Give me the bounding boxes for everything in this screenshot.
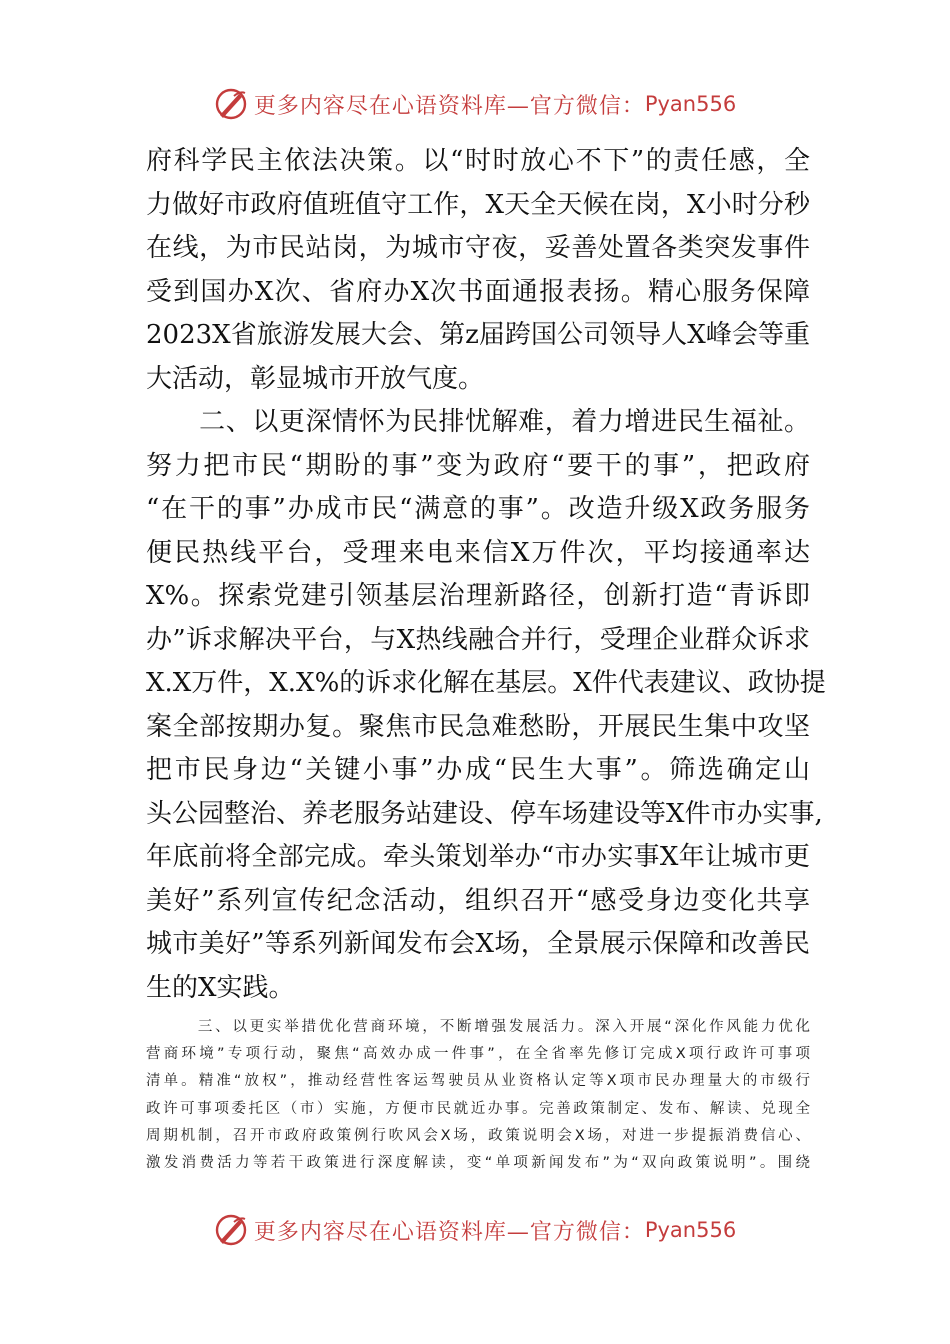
text-line: 政许可事项委托区（市）实施，方便市民就近办事。完善政策制定、发布、解读、兑现全 [146,1100,810,1117]
footer-banner [0,1210,950,1250]
text-line: 生的X实践。 [146,972,295,1003]
paragraph-1 [146,140,810,401]
text-line: X.X万件，X.X%的诉求化解在基层。X件代表建议、政协提 [146,668,826,698]
text-line: 府科学民主依法决策。以“时时放心不下”的责任感，全 [146,146,810,176]
text-line: 城市美好”等系列新闻发布会X场，全景展示保障和改善民 [146,929,810,959]
text-line: 年底前将全部完成。牵头策划举办“市办实事X年让城市更 [146,842,810,872]
text-line: X%。探索党建引领基层治理新路径，创新打造“青诉即 [146,581,810,611]
banner-wechat-id: Pyan556 [644,92,737,116]
text-line: 头公园整治、养老服务站建设、停车场建设等X件市办实事, [146,798,823,829]
text-line: 三、以更实举措优化营商环境，不断增强发展活力。深入开展“深化作风能力优化 [146,1019,810,1035]
pen-logo-icon [214,1213,248,1247]
banner-text: 更多内容尽在心语资料库—官方微信： [253,93,645,119]
text-line: 2023X省旅游发展大会、第z届跨国公司领导人X峰会等重 [146,320,810,350]
header-banner [0,84,950,124]
text-line: 办”诉求解决平台，与X热线融合并行，受理企业群众诉求 [146,624,810,655]
text-line: 在线，为市民站岗，为城市守夜，妥善处置各类突发事件 [146,233,810,263]
text-line: 美好”系列宣传纪念活动，组织召开“感受身边变化共享 [146,885,810,916]
text-line: 努力把市民“期盼的事”变为政府“要干的事”，把政府 [146,450,810,481]
text-line: 受到国办X次、省府办X次书面通报表扬。精心服务保障 [146,276,810,307]
document-body [146,140,826,1010]
text-line: 清单。精准“放权”，推动经营性客运驾驶员从业资格认定等X项市民办理量大的市级行 [146,1073,810,1090]
text-line: 营商环境”专项行动，聚焦“高效办成一件事”，在全省率先修订完成X项行政许可事项 [146,1046,810,1063]
text-line: 案全部按期办复。聚焦市民急难愁盼，开展民生集中攻坚 [146,711,810,742]
banner-text: 更多内容尽在心语资料库—官方微信： [253,1219,645,1245]
text-line: 便民热线平台，受理来电来信X万件次，平均接通率达 [146,537,810,568]
paragraph-2 [146,401,826,1010]
text-line: 周期机制，召开市政府政策例行吹风会X场，政策说明会X场，对进一步提振消费信心、 [146,1127,810,1144]
text-line: 激发消费活力等若干政策进行深度解读，变“单项新闻发布”为“双向政策说明”。围绕 [146,1154,810,1171]
text-line: 大活动，彰显城市开放气度。 [146,363,485,394]
banner-wechat-id: Pyan556 [644,1218,737,1242]
text-line: 力做好市政府值班值守工作，X天全天候在岗，X小时分秒 [146,189,810,220]
pen-logo-icon [214,87,248,121]
text-line: 把市民身边“关键小事”办成“民生大事”。筛选确定山 [146,755,810,785]
paragraph-3 [146,1014,810,1177]
text-line: 二、以更深情怀为民排忧解难，着力增进民生福祉。 [146,407,810,437]
text-line: “在干的事”办成市民“满意的事”。改造升级X政务服务 [146,494,810,524]
